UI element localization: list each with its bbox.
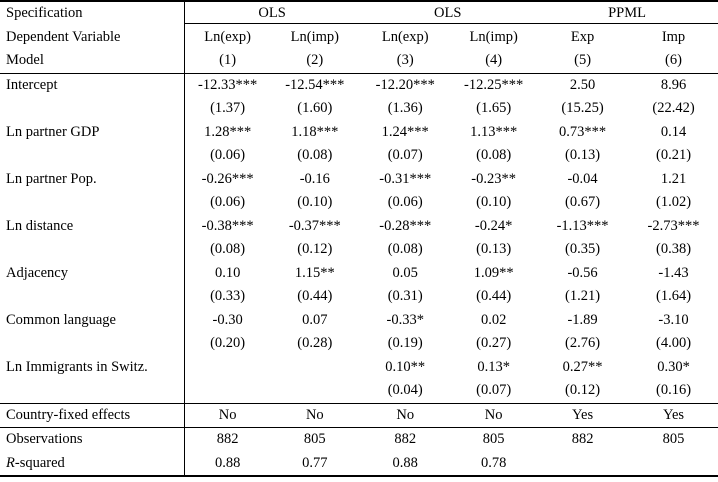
se-row-cell: (0.31) bbox=[387, 288, 423, 304]
coef-row-label: Intercept bbox=[0, 73, 184, 97]
coef-row bbox=[0, 309, 718, 333]
coef-row-cell: -1.43 bbox=[658, 264, 689, 281]
coef-row-cell: -0.31*** bbox=[379, 170, 432, 187]
se-row-cell: (0.10) bbox=[297, 194, 333, 210]
observations-row-cell: 882 bbox=[184, 428, 270, 452]
coef-row bbox=[0, 168, 718, 192]
se-row-cell: (4.00) bbox=[655, 335, 692, 351]
se-row-cell: (0.28) bbox=[297, 335, 333, 351]
fixed-effects-row-cell: No bbox=[359, 403, 451, 428]
coef-row-cell: 1.24*** bbox=[381, 123, 429, 140]
coef-row-cell: 1.13*** bbox=[470, 123, 518, 140]
se-row-cell: (0.44) bbox=[476, 288, 512, 304]
coef-row-cell: -12.33*** bbox=[184, 73, 270, 97]
coef-row-cell: -0.33* bbox=[386, 311, 424, 328]
se-row-cell: (0.08) bbox=[184, 238, 270, 262]
dependent-variable-row-cell: Ln(exp) bbox=[184, 26, 270, 50]
model-row-cell: (4) bbox=[485, 52, 503, 68]
se-row-cell: (0.33) bbox=[184, 285, 270, 309]
coef-row-cell: -12.54*** bbox=[270, 73, 359, 97]
dependent-variable-row-cell: Ln(imp) bbox=[290, 28, 339, 45]
rsquared-label-italic: R bbox=[6, 454, 15, 471]
se-row-cell: (0.06) bbox=[184, 191, 270, 215]
dependent-variable-row-cell: Ln(imp) bbox=[469, 28, 518, 45]
spec-group-ppml: PPML bbox=[536, 1, 718, 26]
coef-row-cell: -2.73*** bbox=[647, 217, 700, 234]
coef-row-cell: 0.30* bbox=[657, 358, 690, 375]
se-row-cell: (1.60) bbox=[297, 100, 333, 116]
fixed-effects-row bbox=[0, 403, 718, 428]
coef-row-cell: 1.09** bbox=[473, 264, 514, 281]
dependent-variable-row-label: Dependent Variable bbox=[6, 28, 121, 45]
rsquared-row-cell: 0.88 bbox=[359, 452, 451, 477]
observations-row-cell: 805 bbox=[451, 428, 536, 452]
model-row-cell: (2) bbox=[306, 52, 324, 68]
fixed-effects-row-cell: No bbox=[451, 403, 536, 428]
model-row-cell: (5) bbox=[574, 52, 592, 68]
coef-row bbox=[0, 356, 718, 380]
model-row-cell: (1) bbox=[184, 49, 270, 73]
coef-row-cell: 8.96 bbox=[629, 73, 718, 97]
se-row-cell: (0.27) bbox=[476, 335, 512, 351]
se-row-cell: (0.06) bbox=[387, 194, 423, 210]
se-row-cell: (1.36) bbox=[387, 100, 423, 116]
rsquared-label-rest: -squared bbox=[14, 454, 65, 471]
model-row-cell: (3) bbox=[396, 52, 414, 68]
rsquared-row-cell: 0.88 bbox=[184, 452, 270, 477]
rsquared-row-cell: 0.77 bbox=[270, 452, 359, 477]
observations-row-label: Observations bbox=[0, 428, 184, 452]
se-row-cell: (0.10) bbox=[476, 194, 512, 210]
coef-row-cell: 0.14 bbox=[660, 123, 687, 140]
coef-row-cell: -0.23** bbox=[471, 170, 517, 187]
coef-row bbox=[0, 121, 718, 145]
se-row-cell: (0.67) bbox=[565, 194, 601, 210]
dependent-variable-row-cell: Imp bbox=[661, 28, 686, 45]
fixed-effects-row-cell: Yes bbox=[629, 403, 718, 428]
se-row-cell: (0.21) bbox=[655, 147, 692, 163]
coef-row-cell: 0.02 bbox=[480, 311, 507, 328]
se-row-cell: (0.38) bbox=[655, 241, 692, 257]
coef-row-cell: -0.16 bbox=[299, 170, 330, 187]
coef-row-cell: 0.27** bbox=[562, 358, 603, 375]
observations-row bbox=[0, 428, 718, 452]
se-row-cell: (0.06) bbox=[184, 144, 270, 168]
coef-row-cell: 2.50 bbox=[536, 73, 629, 97]
coef-row-cell: 0.73*** bbox=[559, 123, 607, 140]
se-row-cell bbox=[270, 379, 359, 403]
coef-row-cell: -0.28*** bbox=[379, 217, 432, 234]
se-row-cell: (2.76) bbox=[565, 335, 601, 351]
fixed-effects-row-cell: No bbox=[184, 403, 270, 428]
coef-row-cell: -0.24* bbox=[474, 217, 513, 234]
coef-row-cell: -0.04 bbox=[567, 170, 598, 187]
se-row bbox=[0, 238, 718, 262]
se-row bbox=[0, 97, 718, 121]
dependent-variable-row-cell: Exp bbox=[570, 28, 595, 45]
coef-row-cell: -0.56 bbox=[567, 264, 598, 281]
se-row-cell: (0.20) bbox=[184, 332, 270, 356]
se-row-label bbox=[0, 97, 184, 121]
coef-row-cell bbox=[270, 356, 359, 380]
coef-row-cell: 1.18*** bbox=[291, 123, 339, 140]
se-row-cell: (0.12) bbox=[565, 382, 601, 398]
se-row-cell: (0.35) bbox=[565, 241, 601, 257]
coef-row-cell: 1.28*** bbox=[184, 121, 270, 145]
dependent-variable-row-cell: Ln(exp) bbox=[381, 28, 429, 45]
coef-row-cell: 0.10** bbox=[385, 358, 426, 375]
se-row-cell: (0.12) bbox=[297, 241, 333, 257]
coef-row-cell: -1.13*** bbox=[556, 217, 609, 234]
coef-row-cell: -0.38*** bbox=[184, 215, 270, 239]
spec-group-ols-2: OLS bbox=[359, 1, 536, 26]
se-row-cell: (0.44) bbox=[297, 288, 333, 304]
coef-row-cell: 1.15** bbox=[294, 264, 335, 281]
coef-row-label: Ln distance bbox=[6, 217, 74, 234]
se-row-cell bbox=[184, 379, 270, 403]
rsquared-row-cell: 0.78 bbox=[451, 452, 536, 477]
se-row-label bbox=[0, 144, 184, 168]
coef-row-label: Adjacency bbox=[6, 264, 68, 281]
coef-row-label: Ln partner GDP bbox=[6, 123, 100, 140]
rsquared-row-cell bbox=[536, 452, 629, 477]
se-row-cell: (0.07) bbox=[387, 147, 423, 163]
se-row-cell: (0.19) bbox=[387, 335, 423, 351]
coef-row-cell: -0.26*** bbox=[184, 168, 270, 192]
coef-row-cell: -0.30 bbox=[184, 309, 270, 333]
coef-row-cell: 0.10 bbox=[184, 262, 270, 286]
se-row-label bbox=[0, 238, 184, 262]
coef-row-cell: 1.21 bbox=[660, 170, 687, 187]
model-row-label: Model bbox=[6, 52, 44, 68]
fixed-effects-row-cell: Yes bbox=[536, 403, 629, 428]
coef-row-cell: -3.10 bbox=[658, 311, 689, 328]
se-row-cell: (0.13) bbox=[476, 241, 512, 257]
se-row-cell: (0.08) bbox=[387, 241, 423, 257]
model-row bbox=[0, 49, 718, 73]
fixed-effects-row-label: Country-fixed effects bbox=[0, 403, 184, 428]
observations-row-cell: 805 bbox=[270, 428, 359, 452]
coef-row-cell: 0.05 bbox=[392, 264, 418, 281]
se-row-label bbox=[0, 379, 184, 403]
fixed-effects-row-cell: No bbox=[270, 403, 359, 428]
se-row-cell: (1.02) bbox=[655, 194, 692, 210]
observations-row-cell: 882 bbox=[359, 428, 451, 452]
se-row-cell: (0.04) bbox=[387, 382, 423, 398]
se-row-label bbox=[0, 191, 184, 215]
se-row bbox=[0, 332, 718, 356]
coef-row-cell: -1.89 bbox=[567, 311, 598, 328]
dependent-variable-row bbox=[0, 26, 718, 50]
specification-row bbox=[0, 1, 718, 26]
specification-label: Specification bbox=[0, 1, 184, 26]
se-row bbox=[0, 191, 718, 215]
coef-row-cell: -0.37*** bbox=[288, 217, 341, 234]
se-row-cell: (1.21) bbox=[565, 288, 601, 304]
model-row-cell: (6) bbox=[665, 52, 682, 68]
se-row-cell: (1.64) bbox=[655, 288, 692, 304]
se-row-label bbox=[0, 285, 184, 309]
coef-row-label: Ln Immigrants in Switz. bbox=[6, 358, 148, 375]
coef-row bbox=[0, 73, 718, 97]
se-row-cell: (0.08) bbox=[297, 147, 333, 163]
coef-row-label: Ln partner Pop. bbox=[6, 170, 97, 187]
coef-row bbox=[0, 215, 718, 239]
coef-row-cell: -12.25*** bbox=[451, 73, 536, 97]
coef-row bbox=[0, 262, 718, 286]
rsquared-row-label bbox=[0, 452, 184, 477]
coef-row-cell: -12.20*** bbox=[359, 73, 451, 97]
rsquared-row-cell bbox=[629, 452, 718, 477]
se-row-cell: (1.37) bbox=[184, 97, 270, 121]
observations-row-cell: 805 bbox=[629, 428, 718, 452]
se-row bbox=[0, 379, 718, 403]
se-row bbox=[0, 285, 718, 309]
observations-row-cell: 882 bbox=[536, 428, 629, 452]
se-row bbox=[0, 144, 718, 168]
se-row-cell: (0.07) bbox=[476, 382, 512, 398]
coef-row-cell: 0.07 bbox=[302, 311, 328, 328]
se-row-cell: (1.65) bbox=[476, 100, 512, 116]
se-row-cell: (22.42) bbox=[652, 100, 695, 116]
se-row-cell: (0.08) bbox=[476, 147, 512, 163]
rsquared-row bbox=[0, 452, 718, 477]
se-row-cell: (15.25) bbox=[561, 100, 604, 116]
spec-group-ols-1: OLS bbox=[184, 1, 359, 26]
coef-row-cell bbox=[184, 356, 270, 380]
se-row-cell: (0.16) bbox=[655, 382, 692, 398]
coef-row-cell: 0.13* bbox=[477, 358, 510, 375]
se-row-cell: (0.13) bbox=[565, 147, 601, 163]
coef-row-label: Common language bbox=[6, 311, 116, 328]
se-row-label bbox=[0, 332, 184, 356]
